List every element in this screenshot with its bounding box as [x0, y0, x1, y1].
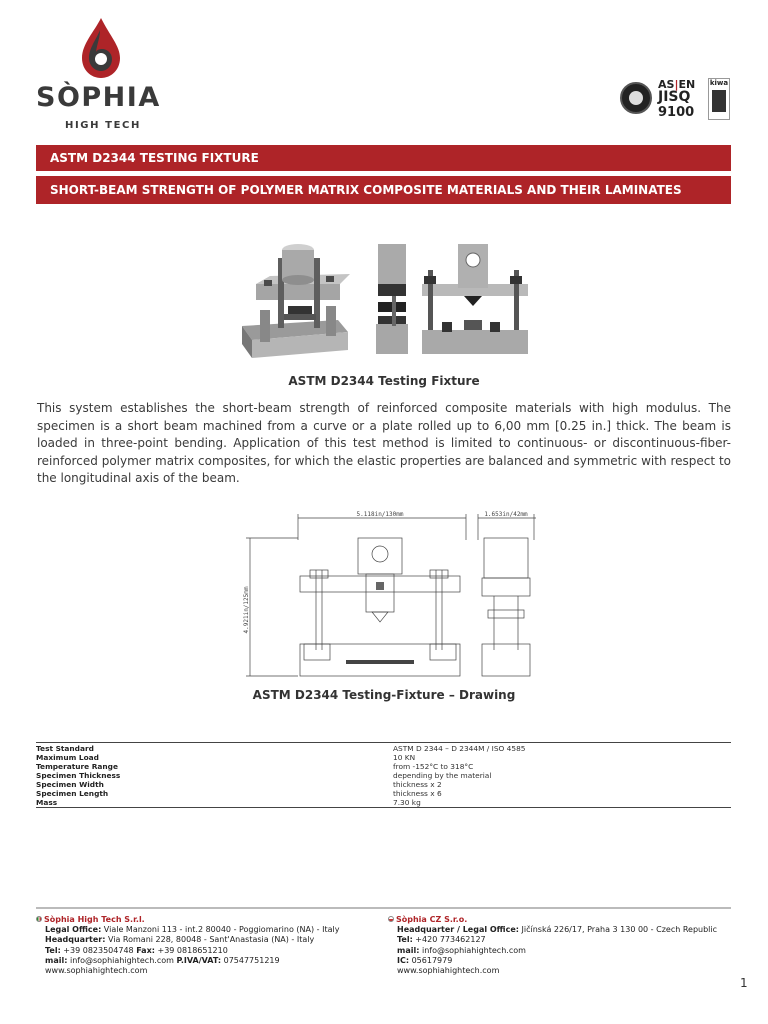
- footer-website-cz[interactable]: www.sophiahightech.com: [397, 966, 500, 976]
- footer-italy: Sòphia High Tech S.r.l. Legal Office: Viale Manzoni 113 - int.2 80040 - Poggiomarino (NA) - Italy Headquarter: Via Romani 228, 80048 - Sant'Anastasia (NA) - Italy Tel: +39 0823504748 Fax: +39 0818651210 mail: info@sophiahightech.com P.IVA/VAT: 07547751219 www.sophiahightech.com: [36, 915, 339, 976]
- footer-vat-it: 07547751219: [221, 955, 280, 965]
- accredia-seal-icon: [620, 82, 652, 114]
- footer-tel-cz: +420 773462127: [412, 935, 486, 945]
- page-number: 1: [740, 976, 748, 990]
- spec-value: from -152°C to 318°C: [393, 762, 474, 771]
- spec-key: Mass: [36, 798, 58, 807]
- spec-value: thickness x 6: [393, 789, 442, 798]
- cert-number: 9100: [658, 105, 695, 120]
- footer-tel-it: +39 0823504748: [60, 945, 137, 955]
- drawing-depth-label: 1.653in/42mm: [484, 511, 528, 518]
- spec-key: Maximum Load: [36, 753, 99, 762]
- jisq-label: JISQ: [658, 89, 691, 105]
- specifications-table: [36, 742, 731, 808]
- subtitle-bar: SHORT-BEAM STRENGTH OF POLYMER MATRIX COMPOSITE MATERIALS AND THEIR LAMINATES: [36, 176, 731, 204]
- title-bar: ASTM D2344 TESTING FIXTURE: [36, 145, 731, 171]
- fixture-photo-front: [422, 244, 528, 354]
- photo-caption: ASTM D2344 Testing Fixture: [288, 374, 480, 388]
- footer-mail-cz[interactable]: info@sophiahightech.com: [419, 945, 526, 955]
- czech-flag-icon: [388, 916, 394, 922]
- certification-badges: [620, 78, 735, 123]
- spec-key: Temperature Range: [36, 762, 118, 771]
- spec-row: [36, 789, 731, 798]
- spec-row: [36, 744, 731, 753]
- logo-wordmark: SÒPHIA: [36, 82, 161, 113]
- sophia-logo: [36, 16, 166, 131]
- drop-logo-icon: [76, 16, 126, 80]
- spec-key: Test Standard: [36, 744, 94, 753]
- footer-headquarter-cz: Jičínská 226/17, Praha 3 130 00 - Czech Republic: [518, 925, 718, 935]
- as-en-label: AS|EN: [658, 78, 696, 91]
- spec-value: 10 KN: [393, 753, 416, 762]
- drawing-height-label: 4.921in/125mm: [243, 586, 250, 634]
- kiwa-badge: kiwa: [708, 78, 730, 120]
- spec-key: Specimen Width: [36, 780, 104, 789]
- footer-legal-office-it: Viale Manzoni 113 - int.2 80040 - Poggiomarino (NA) - Italy: [101, 925, 340, 935]
- spec-value: depending by the material: [393, 771, 492, 780]
- spec-row: [36, 798, 731, 807]
- description-paragraph: This system establishes the short-beam strength of reinforced composite materials with high modulus. The specimen is a short beam machined from a curve or a plate rolled up to 6,00 mm [0.25 in.] thick. The beam is loaded in three-point bending. Application of this test method is limited to continuous- or discontinuous-fiber-reinforced polymer matrix composites, for which the elastic properties are balanced and symmetric with respect to the longitudinal axis of the beam.: [37, 401, 731, 485]
- spec-row: [36, 771, 731, 780]
- spec-row: [36, 762, 731, 771]
- footer-company-cz: Sòphia CZ S.r.o.: [396, 915, 468, 924]
- spec-row: [36, 753, 731, 762]
- footer: [36, 907, 731, 977]
- fixture-photo: [238, 240, 530, 364]
- italy-flag-icon: [36, 916, 42, 922]
- fixture-photo-side: [376, 244, 408, 354]
- drawing-caption: ASTM D2344 Testing-Fixture – Drawing: [252, 688, 516, 702]
- spec-key: Specimen Thickness: [36, 771, 121, 780]
- drawing-width-label: 5.118in/130mm: [356, 511, 404, 518]
- spec-key: Specimen Length: [36, 789, 109, 798]
- spec-value: 7.30 kg: [393, 798, 421, 807]
- fixture-drawing: [238, 510, 538, 682]
- kiwa-mark-icon: [712, 90, 726, 112]
- fixture-photo-left: [242, 244, 350, 358]
- spec-value: thickness x 2: [393, 780, 442, 789]
- logo-subtitle: HIGH TECH: [65, 120, 141, 131]
- footer-ic-cz: 05617979: [409, 955, 453, 965]
- spec-value: ASTM D 2344 – D 2344M / ISO 4585: [393, 744, 526, 753]
- spec-row: [36, 780, 731, 789]
- footer-headquarter-it: Via Romani 228, 80048 - Sant'Anastasia (NA) - Italy: [105, 935, 315, 945]
- footer-fax-it: +39 0818651210: [154, 945, 228, 955]
- footer-mail-it[interactable]: info@sophiahightech.com: [67, 955, 177, 965]
- footer-website-it[interactable]: www.sophiahightech.com: [45, 966, 148, 976]
- footer-company-it: Sòphia High Tech S.r.l.: [44, 915, 145, 924]
- footer-czech: Sòphia CZ S.r.o. Headquarter / Legal Office: Jičínská 226/17, Praha 3 130 00 - Czech Republic Tel: +420 773462127 mail: info@sophiahightech.com IC: 05617979 www.sophiahightech.com: [388, 915, 717, 976]
